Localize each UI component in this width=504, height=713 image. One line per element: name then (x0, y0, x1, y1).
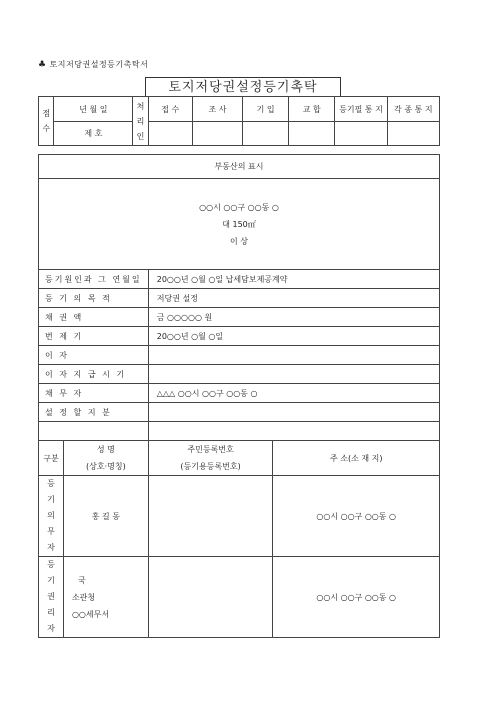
registry-giip-value (243, 122, 289, 146)
field-value (148, 365, 439, 384)
property-line-3: 이 상 (230, 236, 248, 246)
obligor-address: ○○시 ○○구 ○○동 ○ (273, 476, 440, 557)
registry-jeomsu-cell (39, 97, 54, 146)
registry-notice-registry-value (335, 122, 387, 146)
parties-header-id-sub: (등기용등록번호) (180, 462, 241, 471)
field-value-empty (148, 422, 439, 441)
obligor-id (148, 476, 273, 557)
obligor-label-text: 등 기 의 무 자 (47, 479, 55, 552)
main-form-table (38, 154, 440, 638)
field-value (148, 403, 439, 422)
parties-header-id-main: 주민등록번호 (187, 445, 234, 454)
registry-gyohap: 교 합 (289, 97, 335, 122)
field-label: 이 자 지 급 시 기 (39, 365, 149, 384)
field-label: 채 무 자 (39, 384, 149, 403)
holder-name-2: 소관청 (71, 592, 96, 602)
registry-table (38, 96, 440, 146)
field-value: 금 ○○○○○ 원 (148, 308, 439, 327)
registry-date-label: 년 월 일 (54, 97, 133, 122)
registry-giip: 기 입 (243, 97, 289, 122)
obligor-label (39, 476, 64, 557)
parties-header-address: 주 소(소 재 지) (273, 441, 440, 476)
field-label: 번 제 기 (39, 327, 149, 346)
club-icon: ♣ (38, 60, 47, 70)
holder-id (148, 557, 273, 638)
registry-jeopsu: 접 수 (148, 97, 192, 122)
registry-josa-value (192, 122, 242, 146)
field-label-empty (39, 422, 149, 441)
holder-address: ○○시 ○○구 ○○동 ○ (273, 557, 440, 638)
property-description (39, 179, 440, 270)
parties-header-name (63, 441, 148, 476)
holder-name (63, 557, 148, 638)
caption-text: 토지저당권설정등기촉탁서 (49, 60, 149, 69)
parties-header-id (148, 441, 273, 476)
field-label: 이 자 (39, 346, 149, 365)
registry-notice-registry: 등기필 통 지 (335, 97, 387, 122)
field-label: 채 권 액 (39, 308, 149, 327)
field-value: 20○○년 ○월 ○일 (148, 327, 439, 346)
property-header: 부동산의 표시 (39, 155, 440, 179)
holder-label (39, 557, 64, 638)
registry-jeom: 점 (42, 109, 51, 118)
property-line-1: ○○시 ○○구 ○○동 ○ (199, 202, 279, 212)
parties-header-name-main: 성 명 (96, 445, 115, 454)
form-title: 토지저당권설정등기촉탁 (145, 77, 341, 97)
field-value: △△△ ○○시 ○○구 ○○동 ○ (148, 384, 439, 403)
obligor-name: 홍 길 동 (63, 476, 148, 557)
form-caption (38, 59, 148, 70)
parties-header-name-sub: (상호·명칭) (86, 462, 126, 471)
holder-name-3: ○○세무서 (71, 609, 110, 619)
holder-label-text: 등 기 권 리 자 (47, 560, 55, 633)
field-value (148, 346, 439, 365)
field-value: 20○○년 ○월 ○일 납세담보제공계약 (148, 270, 439, 289)
parties-header-gubun: 구분 (39, 441, 64, 476)
holder-name-1: 국 (77, 575, 86, 585)
registry-gyohap-value (289, 122, 335, 146)
registry-jeopsu-value (148, 122, 192, 146)
registry-number-label: 제 호 (54, 122, 133, 146)
registry-processing-label: 처 리 인 (133, 97, 148, 146)
field-label: 등기원인과 그 연월일 (39, 270, 149, 289)
field-label: 등 기 의 목 적 (39, 289, 149, 308)
registry-su: 수 (42, 124, 51, 133)
property-line-2: 대 150㎡ (222, 219, 256, 229)
registry-josa: 조 사 (192, 97, 242, 122)
registry-notice-various: 각 종 통 지 (387, 97, 439, 122)
field-value: 저당권 설정 (148, 289, 439, 308)
field-label: 설 정 할 지 분 (39, 403, 149, 422)
registry-notice-various-value (387, 122, 439, 146)
